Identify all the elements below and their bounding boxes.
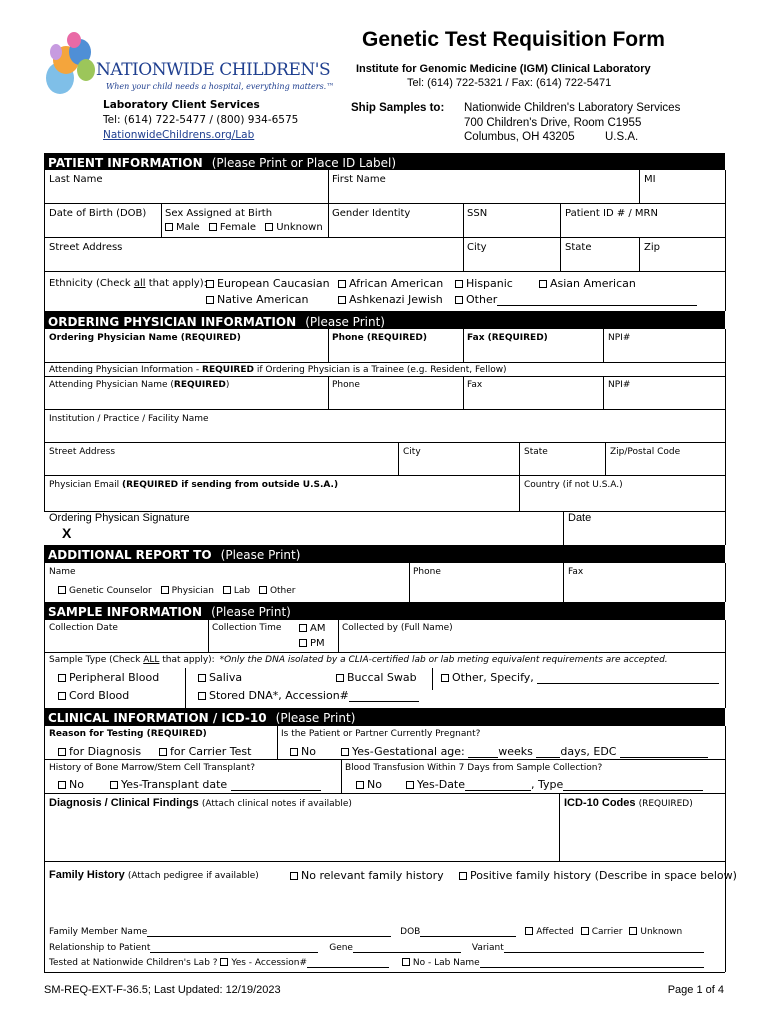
additional-name-label: Name: [49, 567, 76, 577]
npi-label: NPI#: [608, 333, 631, 343]
section-note: (Please Print): [305, 315, 385, 329]
section-note: (Please Print): [275, 711, 356, 725]
client-services-link[interactable]: NationwideChildrens.org/Lab: [103, 129, 255, 141]
sample-section-header: [44, 602, 725, 620]
ship-line-2: 700 Children's Drive, Room C1955: [464, 117, 642, 129]
additional-section-header: [44, 545, 725, 563]
marrow-question: History of Bone Marrow/Stem Cell Transplant?: [49, 763, 256, 773]
section-note: (Please Print): [220, 548, 301, 562]
patient-section-header: [44, 153, 725, 170]
tested-line: Tested at Nationwide Children's Lab ? Yes - Accession# No - Lab Name: [49, 957, 704, 968]
additional-fax-label: Fax: [568, 567, 584, 577]
section-title: CLINICAL INFORMATION / ICD-10: [48, 711, 267, 725]
transfusion-no-checkbox[interactable]: No: [356, 778, 382, 791]
no-family-history-checkbox[interactable]: No relevant family history: [290, 869, 444, 882]
carrier-test-checkbox[interactable]: for Carrier Test: [159, 745, 251, 758]
clinical-section-header: [44, 708, 725, 726]
diagnosis-checkbox[interactable]: for Diagnosis: [58, 745, 141, 758]
family-member-line: Family Member Name DOB Affected Carrier Unknown: [49, 927, 683, 937]
african-checkbox[interactable]: African American: [338, 277, 443, 290]
hispanic-checkbox[interactable]: Hispanic: [455, 277, 513, 290]
peripheral-blood-checkbox[interactable]: Peripheral Blood: [58, 671, 159, 684]
female-checkbox[interactable]: Female: [209, 222, 256, 233]
institute-name: Institute for Genomic Medicine (IGM) Clinical Laboratory: [356, 63, 651, 75]
sex-options: [165, 222, 323, 233]
pregnant-question: Is the Patient or Partner Currently Pregnant?: [281, 729, 481, 739]
lab-checkbox[interactable]: Lab: [223, 586, 250, 596]
ashkenazi-checkbox[interactable]: Ashkenazi Jewish: [338, 293, 443, 306]
attending-name-label: Attending Physician Name (REQUIRED): [49, 380, 230, 390]
family-history-label: Family History (Attach pedigree if available): [49, 869, 259, 881]
native-checkbox[interactable]: Native American: [206, 293, 308, 306]
ordering-name-label: Ordering Physician Name (REQUIRED): [49, 333, 241, 343]
sample-type-label: Sample Type (Check ALL that apply): *Only the DNA isolated by a CLIA-certified lab or lab meting equivalent requirements are accepted.: [49, 655, 668, 665]
zip-label: Zip: [644, 242, 660, 253]
institution-label: Institution / Practice / Facility Name: [49, 414, 209, 424]
section-note: (Please Print): [211, 605, 291, 619]
attending-info-label: Attending Physician Information - REQUIRED if Ordering Physician is a Trainee (e.g. Resident, Fellow): [49, 365, 507, 375]
client-services-label: Laboratory Client Services: [103, 99, 260, 111]
street-address-label: Street Address: [49, 242, 123, 253]
am-checkbox[interactable]: AM: [299, 623, 325, 634]
phys-state-label: State: [524, 447, 548, 457]
marrow-no-checkbox[interactable]: No: [58, 778, 84, 791]
client-services-tel: Tel: (614) 722-5477 / (800) 934-6575: [103, 114, 299, 126]
last-name-field[interactable]: [45, 186, 327, 202]
family-history-field[interactable]: [46, 886, 724, 922]
phys-street-label: Street Address: [49, 447, 116, 457]
form-title: Genetic Test Requisition Form: [362, 28, 665, 51]
mi-label: MI: [644, 174, 656, 185]
city-label: City: [467, 242, 487, 253]
unknown-family-checkbox[interactable]: Unknown: [629, 927, 682, 937]
other-role-checkbox[interactable]: Other: [259, 586, 296, 596]
last-name-label: Last Name: [49, 174, 103, 185]
signature-date-label: Date: [568, 512, 592, 524]
section-title: PATIENT INFORMATION: [48, 156, 203, 170]
ssn-label: SSN: [467, 208, 488, 219]
relationship-line: Relationship to Patient Gene Variant: [49, 942, 704, 953]
attending-fax-label: Fax: [467, 380, 483, 390]
logo-name: NATIONWIDE CHILDREN'S: [96, 60, 331, 80]
collection-date-label: Collection Date: [49, 623, 118, 633]
no-lab-checkbox[interactable]: No - Lab Name: [402, 958, 704, 968]
other-specify-checkbox[interactable]: Other, Specify,: [441, 671, 719, 684]
stored-dna-checkbox[interactable]: Stored DNA*, Accession#: [198, 689, 419, 702]
additional-role-options: [58, 586, 296, 596]
phys-country-label: Country (if not U.S.A.): [524, 480, 623, 490]
pregnant-no-checkbox[interactable]: No: [290, 745, 316, 758]
genetic-counselor-checkbox[interactable]: Genetic Counselor: [58, 586, 152, 596]
icd10-label: ICD-10 Codes (REQUIRED): [564, 797, 693, 809]
reason-label: Reason for Testing (REQUIRED): [49, 729, 207, 739]
section-title: ADDITIONAL REPORT TO: [48, 548, 212, 562]
icd10-field[interactable]: [561, 812, 723, 860]
european-checkbox[interactable]: European Caucasian: [206, 277, 330, 290]
transfusion-question: Blood Transfusion Within 7 Days from Sample Collection?: [345, 763, 603, 773]
attending-phone-label: Phone: [332, 380, 360, 390]
fax-required-label: Fax (REQUIRED): [467, 333, 548, 343]
other-ethnicity-checkbox[interactable]: Other: [455, 293, 697, 306]
buccal-swab-checkbox[interactable]: Buccal Swab: [336, 671, 417, 684]
cord-blood-checkbox[interactable]: Cord Blood: [58, 689, 129, 702]
yes-accession-checkbox[interactable]: Yes - Accession#: [220, 958, 389, 968]
state-label: State: [565, 242, 592, 253]
phone-required-label: Phone (REQUIRED): [332, 333, 427, 343]
additional-phone-label: Phone: [413, 567, 441, 577]
marrow-yes-checkbox[interactable]: Yes-Transplant date: [110, 778, 321, 791]
page-number: Page 1 of 4: [667, 984, 724, 996]
ship-line-3: Columbus, OH 43205: [464, 131, 575, 143]
transfusion-yes-checkbox[interactable]: Yes-Date , Type: [406, 778, 703, 791]
phys-email-label: Physician Email (REQUIRED if sending from outside U.S.A.): [49, 480, 339, 490]
unknown-checkbox[interactable]: Unknown: [265, 222, 322, 233]
gender-identity-label: Gender Identity: [332, 208, 411, 219]
patient-id-label: Patient ID # / MRN: [565, 208, 658, 219]
logo-tagline: When your child needs a hospital, everything matters.™: [106, 82, 335, 91]
section-note: (Please Print or Place ID Label): [211, 156, 397, 170]
physician-section-header: [44, 312, 725, 329]
phys-city-label: City: [403, 447, 421, 457]
section-title: SAMPLE INFORMATION: [48, 605, 203, 619]
saliva-checkbox[interactable]: Saliva: [198, 671, 242, 684]
first-name-field[interactable]: [329, 186, 638, 202]
diagnosis-findings-label: Diagnosis / Clinical Findings (Attach clinical notes if available): [49, 797, 352, 809]
attending-npi-label: NPI#: [608, 380, 631, 390]
ethnicity-label: Ethnicity (Check all that apply):: [49, 278, 207, 289]
collected-by-label: Collected by (Full Name): [342, 623, 453, 633]
butterfly-logo-icon: [44, 30, 104, 98]
positive-family-history-checkbox[interactable]: Positive family history (Describe in space below): [459, 869, 737, 882]
carrier-checkbox[interactable]: Carrier: [581, 927, 623, 937]
ship-country: U.S.A.: [605, 131, 639, 143]
mi-field[interactable]: [640, 186, 724, 202]
signature-label: Ordering Physican Signature: [49, 512, 190, 524]
signature-x: X: [62, 525, 72, 541]
collection-time-label: Collection Time: [212, 623, 282, 633]
asian-checkbox[interactable]: Asian American: [539, 277, 636, 290]
pm-checkbox[interactable]: PM: [299, 638, 325, 649]
male-checkbox[interactable]: Male: [165, 222, 200, 233]
phys-zip-label: Zip/Postal Code: [610, 447, 681, 457]
sex-label: Sex Assigned at Birth: [165, 208, 273, 219]
section-title: ORDERING PHYSICIAN INFORMATION: [48, 315, 297, 329]
ship-label: Ship Samples to:: [351, 102, 445, 114]
signature-field[interactable]: [78, 526, 558, 542]
institute-tel-fax: Tel: (614) 722-5321 / Fax: (614) 722-5471: [407, 77, 612, 89]
physician-checkbox[interactable]: Physician: [161, 586, 214, 596]
logo: [44, 28, 335, 98]
dob-label: Date of Birth (DOB): [49, 208, 147, 219]
form-id: SM-REQ-EXT-F-36.5; Last Updated: 12/19/2023: [44, 984, 281, 996]
pregnant-yes-checkbox[interactable]: Yes-Gestational age: weeks days, EDC: [341, 745, 708, 758]
affected-checkbox[interactable]: Affected: [525, 927, 574, 937]
first-name-label: First Name: [332, 174, 386, 185]
diagnosis-findings-field[interactable]: [46, 812, 556, 860]
ship-line-1: Nationwide Children's Laboratory Services: [464, 102, 681, 114]
